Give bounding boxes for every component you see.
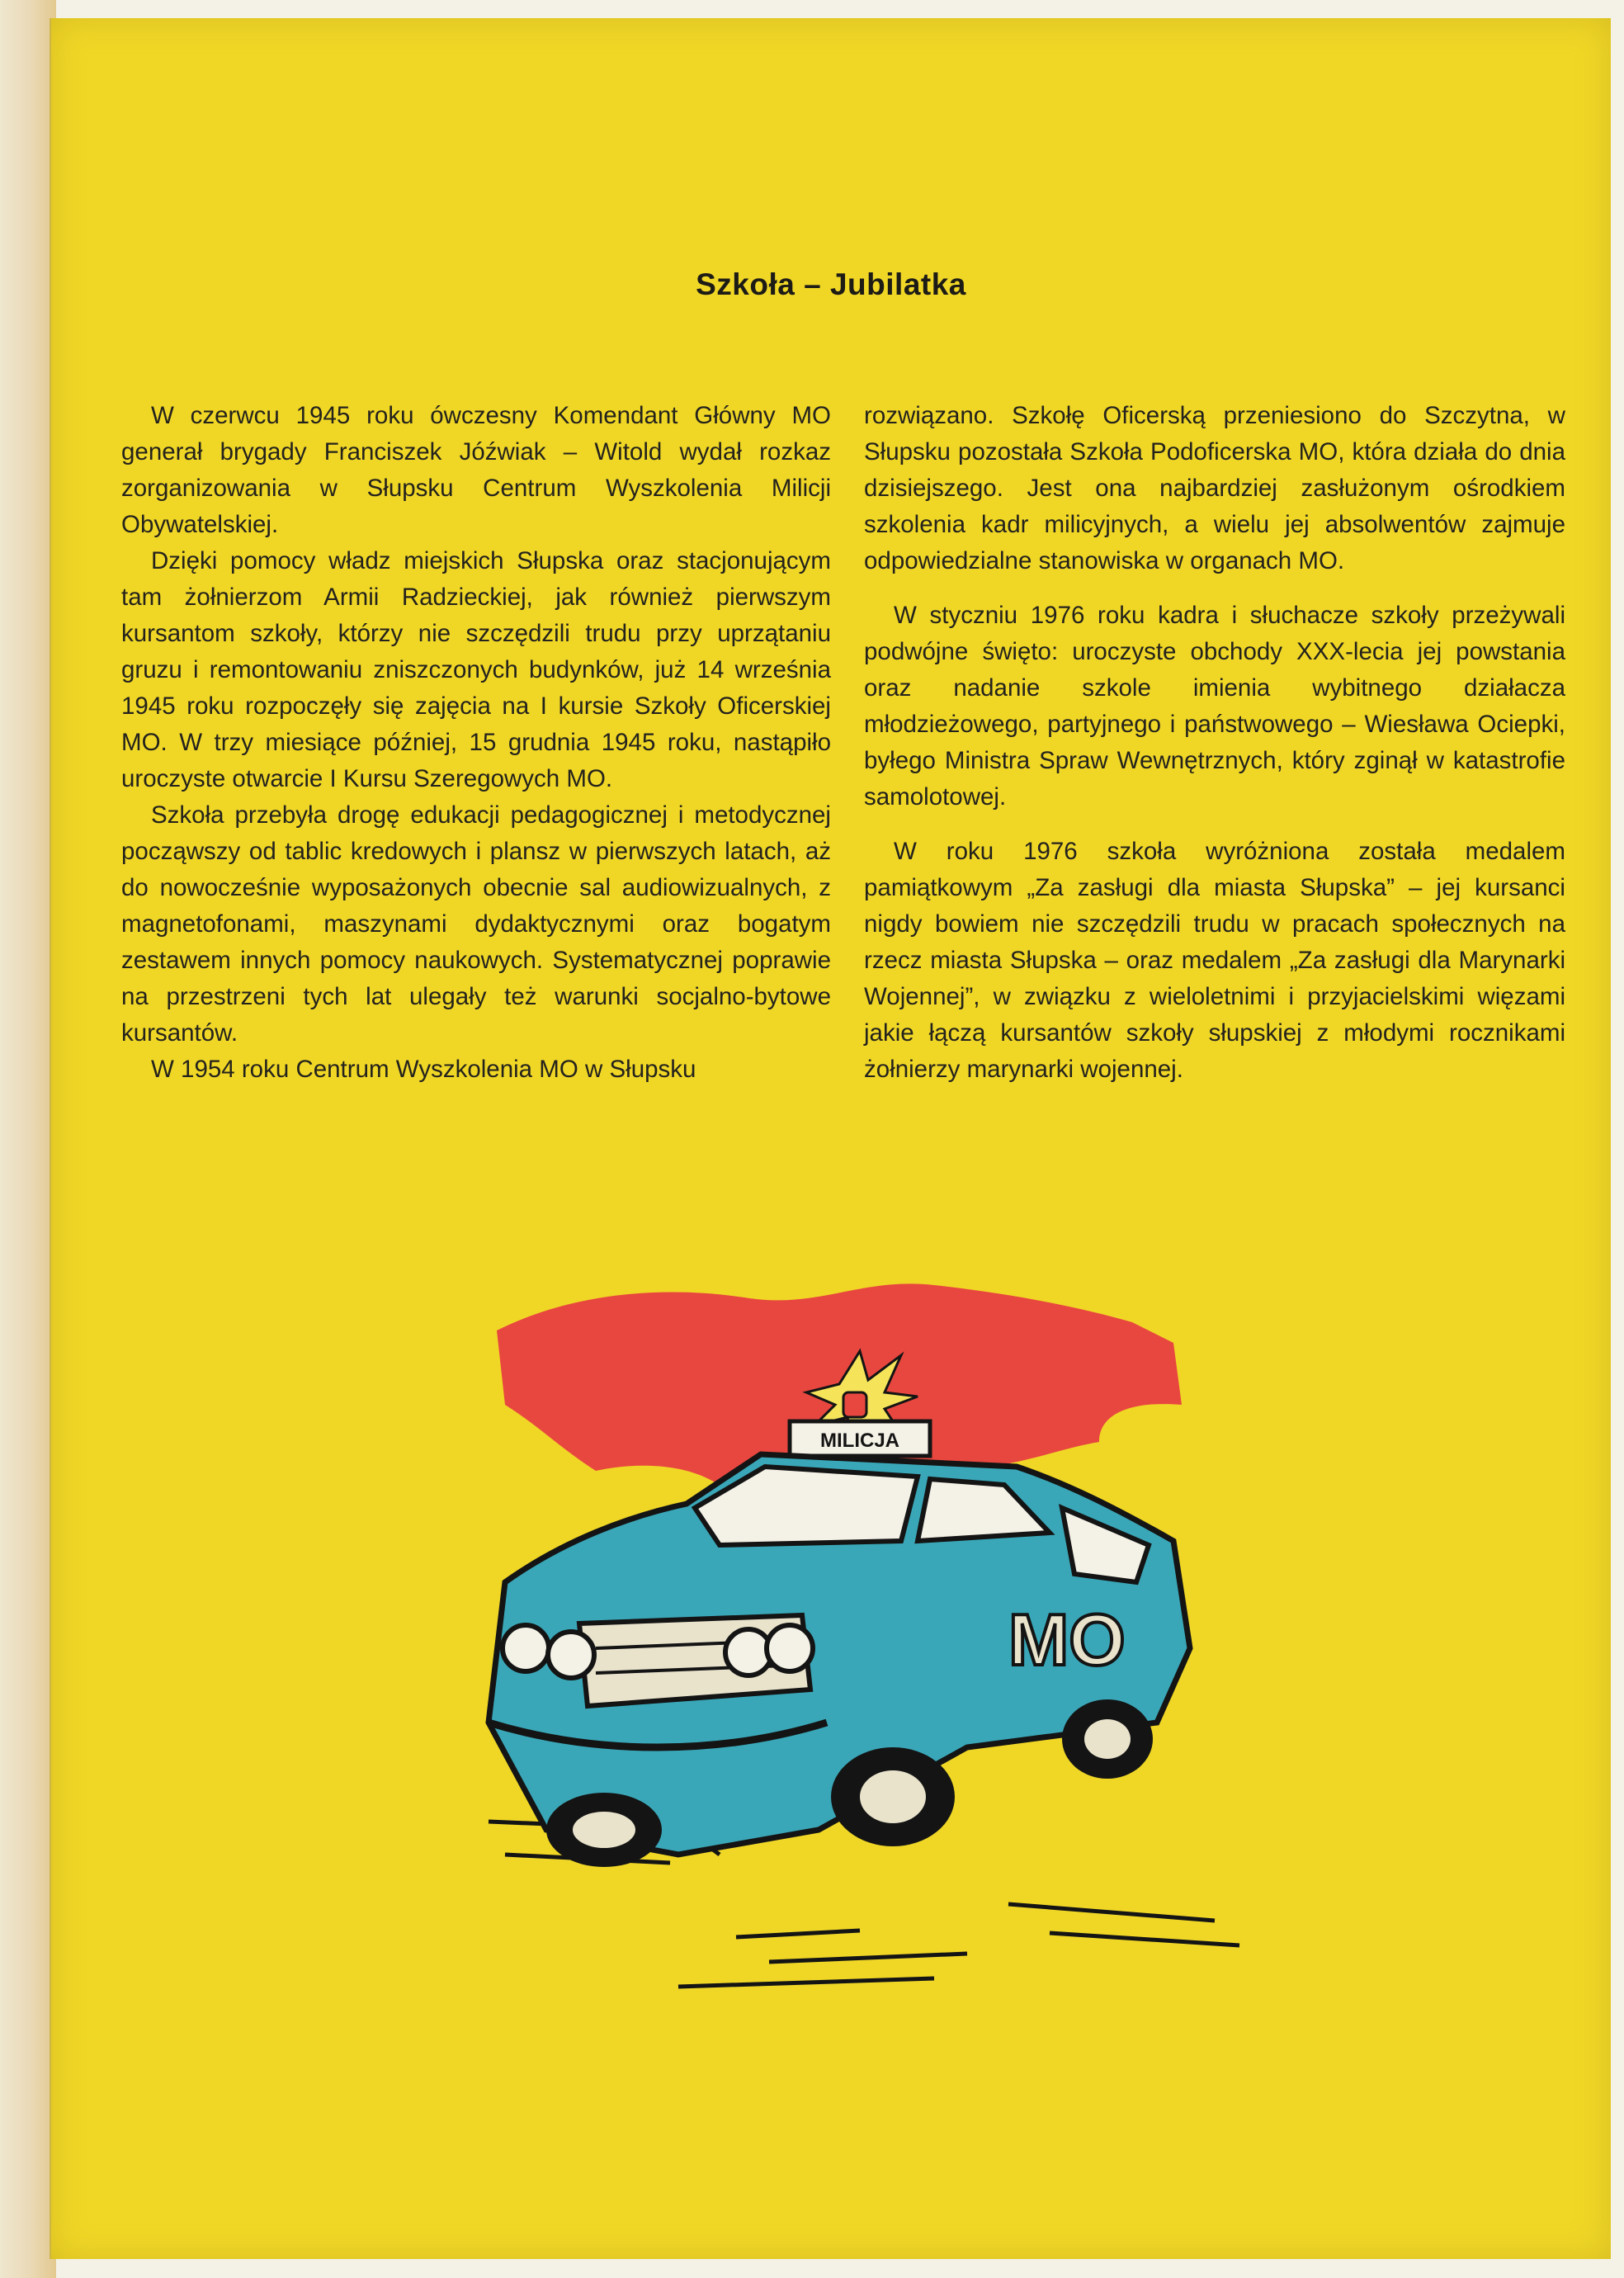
roof-sign-label: MILICJA (820, 1430, 899, 1452)
paragraph: W styczniu 1976 roku kadra i słuchacze szkoły przeżywali podwójne święto: uroczyste obchody XXX-lecia jej powstania oraz nadanie szkole imienia wybitnego działacza młodzieżowego, partyjnego i państwowego – Wiesława Ociepki, byłego Ministra Spraw Wewnętrznych, który zginął w katastrofie samolotowej. (864, 602, 1565, 811)
paragraph: W roku 1976 szkoła wyróżniona została medalem pamiątkowym „Za zasługi dla miasta Słupska” – jej kursanci nigdy bowiem nie szczędzili trudu w pracach społecznych na rzecz miasta Słupska – oraz medalem „Za zasługi dla Marynarki Wojennej”, w związku z wieloletnimi i przyjacielskimi więzami jakie łączą kursantów szkoły słupskiej z młodymi rocznikami żołnierzy marynarki wojennej. (864, 838, 1565, 1083)
paragraph: W czerwcu 1945 roku ówczesny Komendant Główny MO generał brygady Franciszek Jóźwiak – Witold wydał rozkaz zorganizowania w Słupsku Centrum Wyszkolenia Milicji Obywatelskiej. (121, 402, 831, 538)
police-car-illustration (472, 1260, 1264, 2189)
text-column-left (121, 398, 831, 1088)
paragraph: W 1954 roku Centrum Wyszkolenia MO w Słupsku (151, 1056, 696, 1083)
text-column-right (864, 398, 1565, 1088)
book-spine-edge (0, 0, 56, 2278)
paragraph: Szkoła przebyła drogę edukacji pedagogicznej i metodycznej począwszy od tablic kredowych i plansz w pierwszych latach, aż do nowocześnie wyposażonych obecnie sal audiowizualnych, z magnetofonami, maszynami dydaktycznymi oraz bogatym zestawem innych pomocy naukowych. Systematycznej poprawie na przestrzeni tych lat ulegały też warunki socjalno-bytowe kursantów. (121, 801, 831, 1047)
back-cover (50, 18, 1611, 2259)
page-title: Szkoła – Jubilatka (696, 267, 966, 301)
paragraph: Dzięki pomocy władz miejskich Słupska oraz stacjonującym tam żołnierzom Armii Radzieckiej, jak również pierwszym kursantom szkoły, którzy nie szczędzili trudu przy uprzątaniu gruzu i remontowaniu zniszczonych budynków, już 14 września 1945 roku rozpoczęły się zajęcia na I kursie Szkoły Oficerskiej MO. W trzy miesiące później, 15 grudnia 1945 roku, nastąpiło uroczyste otwarcie I Kursu Szeregowych MO. (121, 547, 831, 792)
paragraph: rozwiązano. Szkołę Oficerską przeniesiono do Szczytna, w Słupsku pozostała Szkoła Podoficerska MO, która działa do dnia dzisiejszego. Jest ona najbardziej zasłużonym ośrodkiem szkolenia kadr milicyjnych, a wielu jej absolwentów zajmuje odpowiedzialne stanowiska w organach MO. (864, 402, 1565, 574)
door-mark: MO (1008, 1599, 1126, 1680)
